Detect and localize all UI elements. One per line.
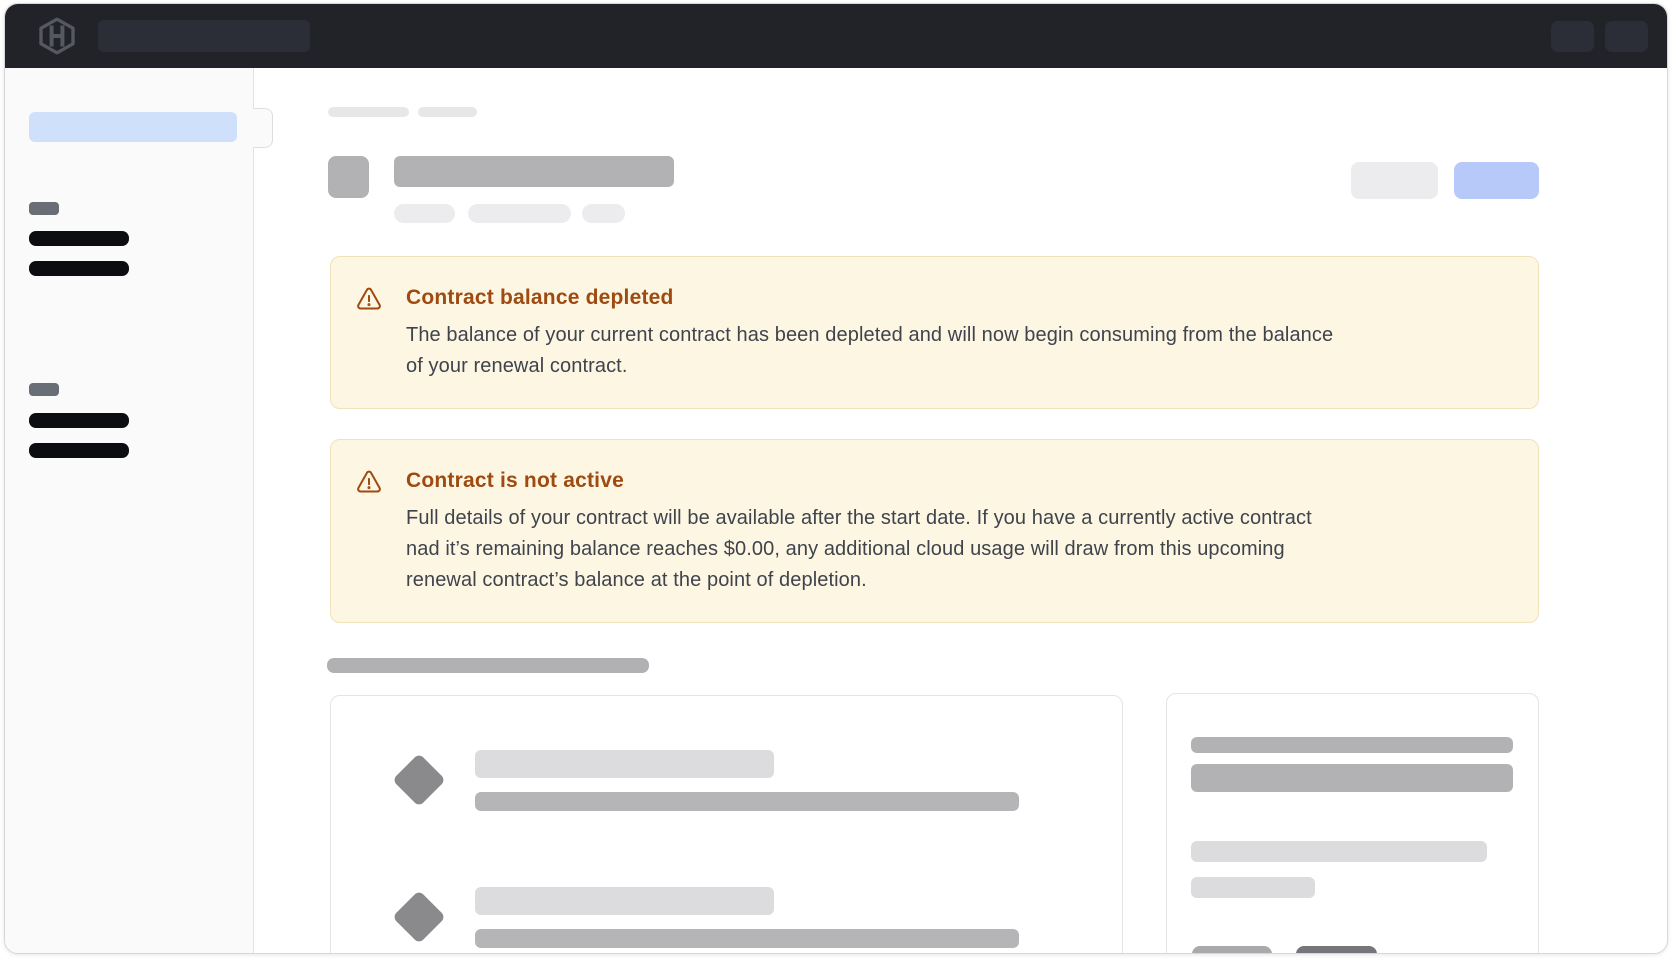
- sidebar-nav-item-placeholder-2[interactable]: [29, 261, 129, 276]
- topbar-action-placeholder-1[interactable]: [1551, 21, 1594, 52]
- sidebar: [5, 68, 254, 953]
- alert-body-line: The balance of your current contract has been depleted and will now begin consuming from the balance: [406, 324, 1334, 346]
- sidebar-section-label-placeholder-1: [29, 202, 59, 215]
- page-icon-placeholder: [328, 156, 369, 198]
- list-item-text-placeholder: [475, 929, 1019, 948]
- sidebar-selected-item-placeholder[interactable]: [29, 112, 237, 142]
- warning-triangle-icon: [355, 285, 383, 313]
- alert-body-line: renewal contract’s balance at the point of depletion.: [406, 569, 867, 591]
- warning-triangle-icon: [355, 468, 383, 496]
- primary-button-placeholder[interactable]: [1454, 162, 1539, 199]
- topbar-action-placeholder-2[interactable]: [1605, 21, 1648, 52]
- section-heading-placeholder: [327, 658, 649, 673]
- breadcrumb-placeholder-2[interactable]: [418, 107, 477, 117]
- page-meta-placeholder-1: [394, 204, 455, 223]
- app-window: [4, 3, 1668, 954]
- page-title-placeholder: [394, 156, 674, 187]
- alert-body-line: nad it’s remaining balance reaches $0.00, any additional cloud usage will draw from this upcoming: [406, 538, 1285, 560]
- breadcrumb-placeholder-1[interactable]: [328, 107, 409, 117]
- alert-title: Contract is not active: [406, 469, 624, 492]
- alert-body-line: of your renewal contract.: [406, 355, 628, 377]
- summary-badge-placeholder: [1192, 946, 1272, 954]
- summary-badge-placeholder: [1296, 946, 1377, 954]
- hashicorp-logo-icon: [37, 16, 77, 56]
- detail-list-card: [330, 695, 1123, 954]
- summary-card: [1166, 693, 1539, 954]
- summary-line-placeholder: [1191, 737, 1513, 753]
- list-item-text-placeholder: [475, 792, 1019, 811]
- list-item-title-placeholder: [475, 750, 774, 778]
- page-meta-placeholder-3: [582, 204, 625, 223]
- diamond-bullet-icon: [392, 890, 446, 944]
- global-search-placeholder[interactable]: [98, 20, 310, 52]
- main-content: [254, 68, 1667, 953]
- sidebar-nav-item-placeholder-3[interactable]: [29, 413, 129, 428]
- secondary-button-placeholder[interactable]: [1351, 162, 1438, 199]
- top-navigation-bar: [5, 4, 1667, 68]
- alert-body-line: Full details of your contract will be available after the start date. If you have a currently active contract: [406, 507, 1312, 529]
- alert-contract-not-active: [330, 439, 1539, 623]
- diamond-bullet-icon: [392, 753, 446, 807]
- sidebar-section-label-placeholder-2: [29, 383, 59, 396]
- summary-line-placeholder: [1191, 877, 1315, 898]
- sidebar-collapse-handle[interactable]: [253, 108, 273, 148]
- list-item-title-placeholder: [475, 887, 774, 915]
- page-meta-placeholder-2: [468, 204, 571, 223]
- summary-line-placeholder: [1191, 841, 1487, 862]
- alert-contract-balance-depleted: [330, 256, 1539, 409]
- summary-line-placeholder: [1191, 764, 1513, 792]
- sidebar-nav-item-placeholder-1[interactable]: [29, 231, 129, 246]
- alert-title: Contract balance depleted: [406, 286, 674, 309]
- sidebar-nav-item-placeholder-4[interactable]: [29, 443, 129, 458]
